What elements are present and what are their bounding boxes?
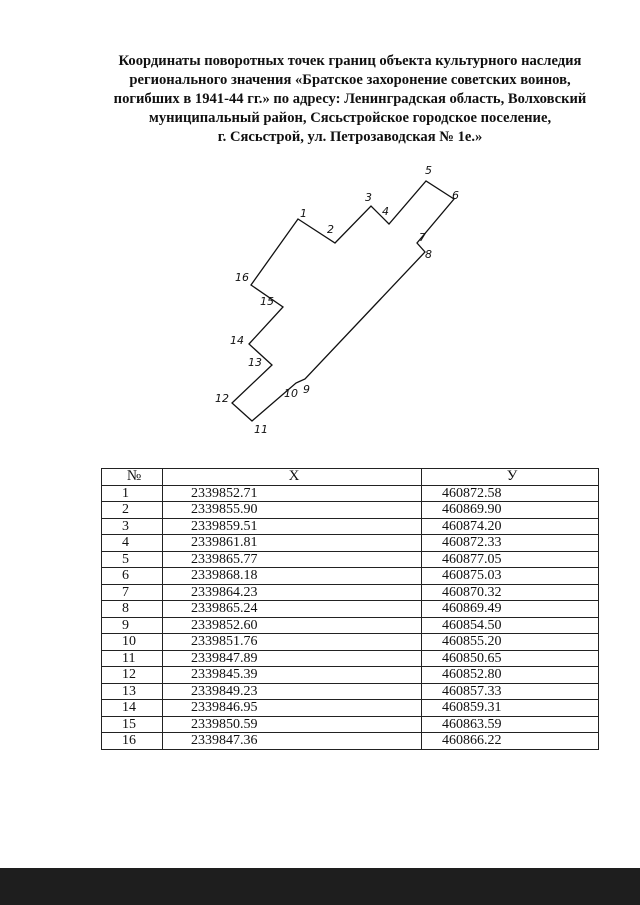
point-number-cell: 2 <box>102 502 163 519</box>
y-coordinate-cell: 460877.05 <box>422 551 599 568</box>
point-label-9: 9 <box>303 383 310 396</box>
x-coordinate-cell: 2339865.77 <box>163 551 422 568</box>
title-line-5: г. Сясьстрой, ул. Петрозаводская № 1е.» <box>217 129 483 145</box>
point-number-cell: 7 <box>102 584 163 601</box>
table-row <box>102 518 599 535</box>
title-line-1: Координаты поворотных точек границ объекта культурного наследия <box>118 53 582 69</box>
x-coordinate-cell: 2339849.23 <box>163 683 422 700</box>
y-coordinate-cell: 460852.80 <box>422 667 599 684</box>
coordinates-table <box>101 468 599 750</box>
table-row <box>102 584 599 601</box>
table-row <box>102 634 599 651</box>
x-coordinate-cell: 2339847.89 <box>163 650 422 667</box>
y-coordinate-cell: 460855.20 <box>422 634 599 651</box>
y-coordinate-cell: 460875.03 <box>422 568 599 585</box>
y-coordinate-cell: 460869.49 <box>422 601 599 618</box>
table-header-row <box>102 469 599 486</box>
point-number-cell: 9 <box>102 617 163 634</box>
point-number-cell: 1 <box>102 485 163 502</box>
table-row <box>102 551 599 568</box>
point-number-cell: 12 <box>102 667 163 684</box>
point-label-11: 11 <box>254 423 268 436</box>
point-number-cell: 11 <box>102 650 163 667</box>
table-row <box>102 683 599 700</box>
title-line-3: погибших в 1941-44 гг.» по адресу: Ленинградская область, Волховский <box>113 91 587 107</box>
point-label-3: 3 <box>365 191 372 204</box>
x-coordinate-cell: 2339861.81 <box>163 535 422 552</box>
scan-bottom-edge <box>0 868 640 905</box>
point-label-14: 14 <box>230 334 244 347</box>
point-label-8: 8 <box>425 248 432 261</box>
point-label-13: 13 <box>248 356 262 369</box>
point-number-cell: 5 <box>102 551 163 568</box>
y-coordinate-cell: 460850.65 <box>422 650 599 667</box>
table-row <box>102 535 599 552</box>
x-coordinate-cell: 2339846.95 <box>163 700 422 717</box>
point-label-16: 16 <box>235 271 249 284</box>
x-coordinate-cell: 2339845.39 <box>163 667 422 684</box>
y-coordinate-cell: 460869.90 <box>422 502 599 519</box>
table-row <box>102 716 599 733</box>
table-row <box>102 502 599 519</box>
point-label-1: 1 <box>300 207 307 220</box>
y-coordinate-cell: 460866.22 <box>422 733 599 750</box>
table-row <box>102 650 599 667</box>
table-row <box>102 485 599 502</box>
point-number-cell: 6 <box>102 568 163 585</box>
y-coordinate-cell: 460872.33 <box>422 535 599 552</box>
table-row <box>102 700 599 717</box>
x-coordinate-cell: 2339855.90 <box>163 502 422 519</box>
x-coordinate-cell: 2339852.60 <box>163 617 422 634</box>
point-label-7: 7 <box>419 231 426 244</box>
x-coordinate-cell: 2339851.76 <box>163 634 422 651</box>
x-coordinate-cell: 2339859.51 <box>163 518 422 535</box>
title-line-4: муниципальный район, Сясьстройское городское поселение, <box>148 110 552 126</box>
y-coordinate-cell: 460870.32 <box>422 584 599 601</box>
header-number: № <box>102 469 163 486</box>
point-number-cell: 3 <box>102 518 163 535</box>
point-label-6: 6 <box>452 189 459 202</box>
x-coordinate-cell: 2339868.18 <box>163 568 422 585</box>
point-label-12: 12 <box>215 392 229 405</box>
x-coordinate-cell: 2339847.36 <box>163 733 422 750</box>
point-label-10: 10 <box>284 387 298 400</box>
table-row <box>102 601 599 618</box>
y-coordinate-cell: 460859.31 <box>422 700 599 717</box>
table-row <box>102 733 599 750</box>
point-label-15: 15 <box>260 295 274 308</box>
header-x: X <box>163 469 422 486</box>
point-label-2: 2 <box>327 223 334 236</box>
x-coordinate-cell: 2339850.59 <box>163 716 422 733</box>
y-coordinate-cell: 460854.50 <box>422 617 599 634</box>
point-number-cell: 14 <box>102 700 163 717</box>
point-number-cell: 8 <box>102 601 163 618</box>
point-number-cell: 15 <box>102 716 163 733</box>
x-coordinate-cell: 2339865.24 <box>163 601 422 618</box>
title-line-2: регионального значения «Братское захоронение советских воинов, <box>129 72 571 88</box>
point-number-cell: 10 <box>102 634 163 651</box>
y-coordinate-cell: 460872.58 <box>422 485 599 502</box>
table-row <box>102 568 599 585</box>
point-label-4: 4 <box>382 205 389 218</box>
point-number-cell: 13 <box>102 683 163 700</box>
y-coordinate-cell: 460857.33 <box>422 683 599 700</box>
point-label-5: 5 <box>425 164 432 177</box>
x-coordinate-cell: 2339852.71 <box>163 485 422 502</box>
x-coordinate-cell: 2339864.23 <box>163 584 422 601</box>
table-row <box>102 617 599 634</box>
point-number-cell: 16 <box>102 733 163 750</box>
point-number-cell: 4 <box>102 535 163 552</box>
table-row <box>102 667 599 684</box>
header-y: У <box>422 469 599 486</box>
y-coordinate-cell: 460874.20 <box>422 518 599 535</box>
y-coordinate-cell: 460863.59 <box>422 716 599 733</box>
